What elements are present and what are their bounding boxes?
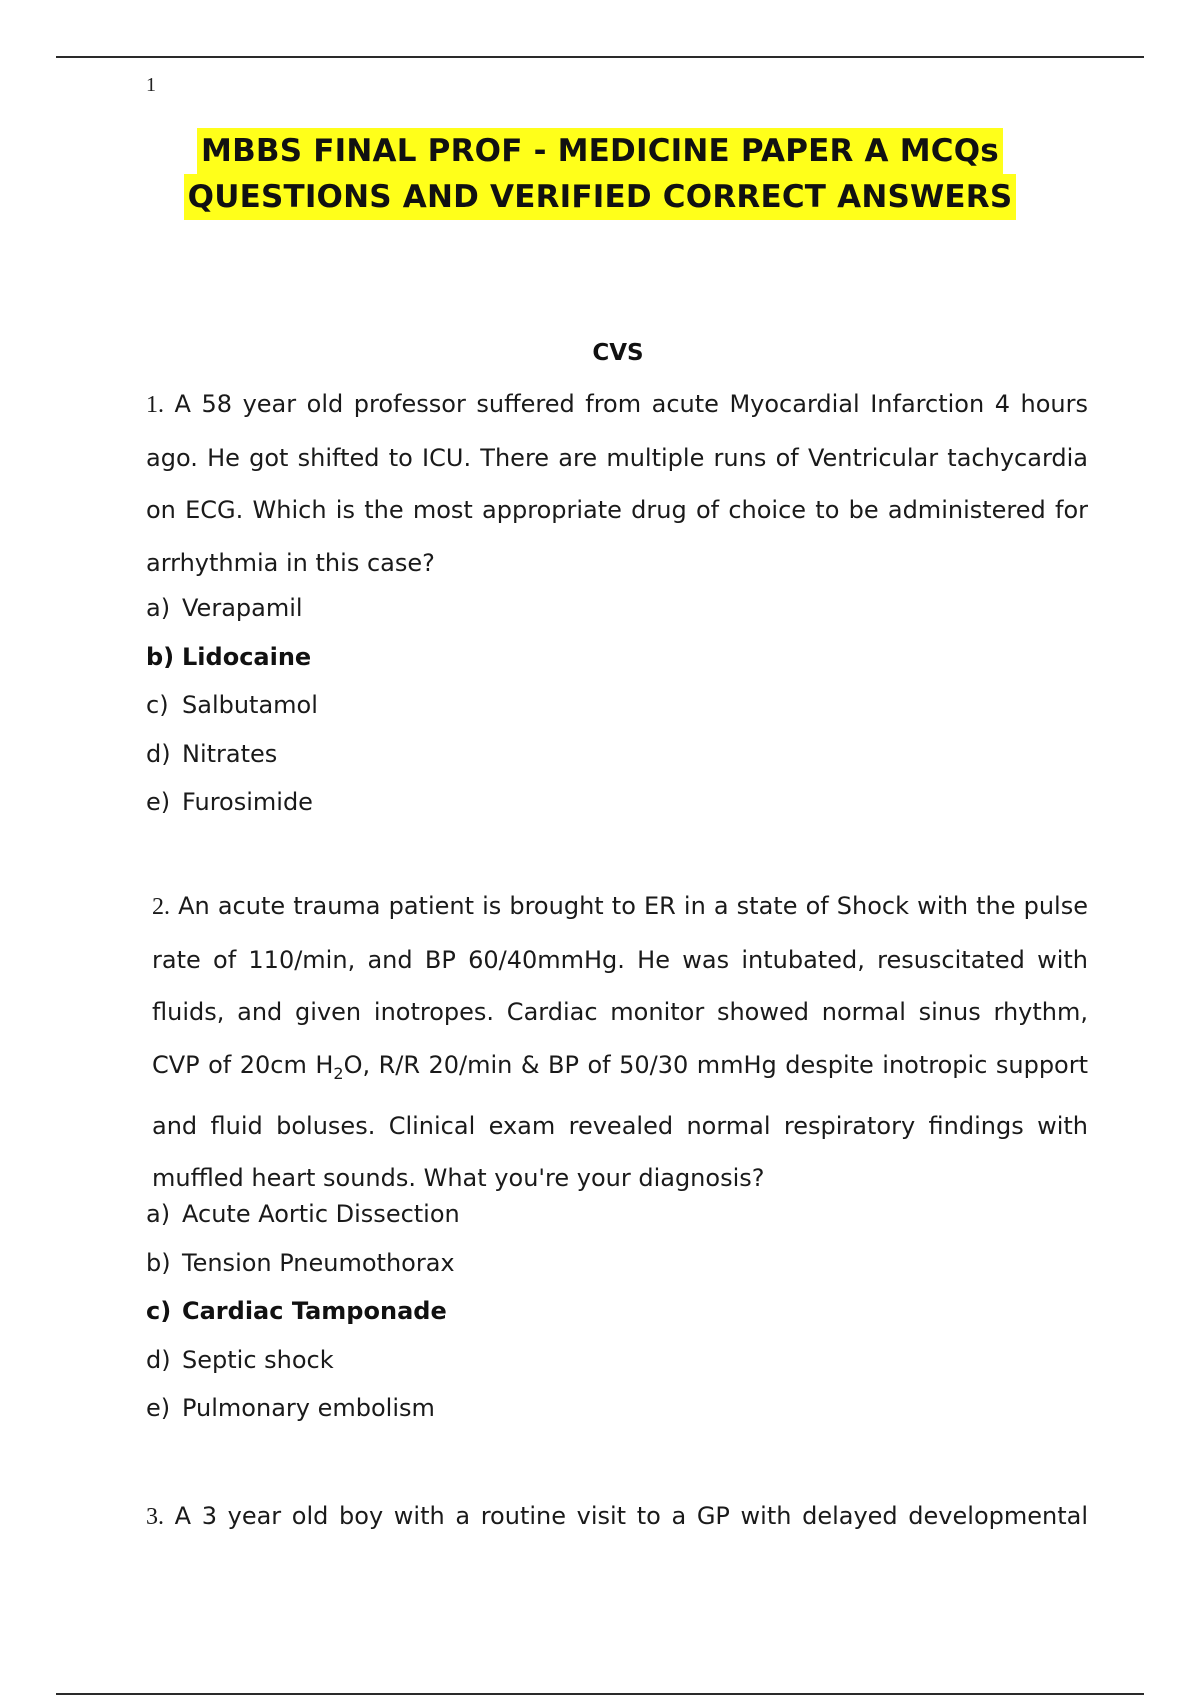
option-text: Tension Pneumothorax — [182, 1248, 455, 1277]
title-line-2: QUESTIONS AND VERIFIED CORRECT ANSWERS — [184, 174, 1017, 220]
option-c-correct — [146, 1293, 460, 1342]
option-letter: e) — [146, 1394, 171, 1422]
question-text: A 3 year old boy with a routine visit to a GP with delayed developmental — [174, 1502, 1089, 1530]
question-2 — [152, 880, 1088, 1205]
section-heading: CVS — [592, 340, 644, 366]
option-c — [146, 687, 318, 736]
answer-options-q1 — [146, 590, 318, 833]
option-letter: e) — [146, 788, 171, 816]
question-number: 2. — [152, 894, 170, 920]
option-letter: d) — [146, 1345, 171, 1374]
option-text: Septic shock — [182, 1345, 334, 1374]
option-text: Acute Aortic Dissection — [182, 1200, 460, 1228]
option-a — [146, 590, 318, 639]
question-text-part-2: O, R/R 20/min & BP of 50/30 mmHg despite inotropic support and fluid boluses. Clinical exam revealed normal respiratory findings with muffled heart sounds. What you're your diagnosis? — [152, 1050, 1089, 1193]
question-number: 1. — [146, 392, 164, 418]
option-e — [146, 784, 318, 833]
option-text: Lidocaine — [182, 642, 312, 671]
option-letter: a) — [146, 1200, 171, 1228]
option-e — [146, 1390, 460, 1439]
question-text: A 58 year old professor suffered from acute Myocardial Infarction 4 hours ago. He got shifted to ICU. There are multiple runs of Ventricular tachycardia on ECG. Which is the most appropriate drug of choice to be administered for arrhythmia in this case? — [146, 390, 1088, 577]
option-a — [146, 1196, 460, 1245]
option-letter: b) — [146, 1248, 171, 1277]
option-text: Nitrates — [182, 739, 278, 768]
option-letter: c) — [146, 1297, 172, 1325]
question-3 — [146, 1490, 1088, 1544]
option-letter: b) — [146, 642, 175, 671]
option-d — [146, 1342, 460, 1391]
document-title — [0, 128, 1200, 220]
question-text-part-1: An acute trauma patient is brought to ER in a state of Shock with the pulse rate of 110/min, and BP 60/40mmHg. He was intubated, resuscitated with fluids, and given inotropes. Cardiac monitor showed normal sinus rhythm, CVP of 20cm H — [152, 892, 1088, 1079]
option-text: Verapamil — [182, 594, 303, 622]
option-b — [146, 1245, 460, 1294]
page-number: 1 — [146, 74, 156, 96]
option-text: Pulmonary embolism — [182, 1394, 435, 1422]
title-line-1: MBBS FINAL PROF - MEDICINE PAPER A MCQs — [197, 128, 1003, 174]
option-text: Furosimide — [182, 788, 313, 816]
footer-rule — [56, 1693, 1144, 1695]
answer-options-q2 — [146, 1196, 460, 1439]
subscript: 2 — [333, 1063, 344, 1083]
option-text: Cardiac Tamponade — [182, 1297, 447, 1325]
question-1 — [146, 378, 1088, 589]
header-rule — [56, 56, 1144, 58]
option-letter: c) — [146, 691, 169, 719]
question-number: 3. — [146, 1504, 164, 1530]
option-letter: d) — [146, 739, 171, 768]
option-letter: a) — [146, 594, 171, 622]
option-text: Salbutamol — [182, 691, 318, 719]
option-b-correct — [146, 639, 318, 688]
option-d — [146, 736, 318, 785]
